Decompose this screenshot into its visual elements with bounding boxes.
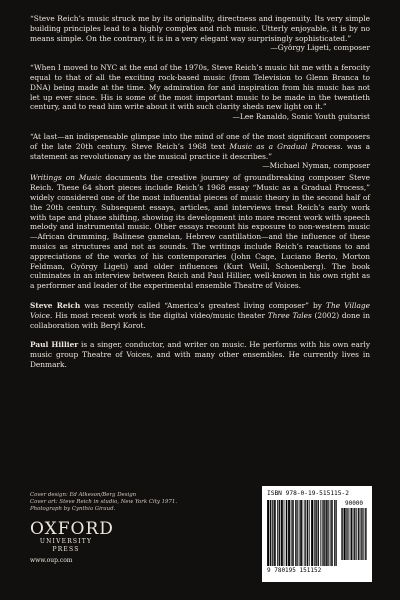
bio-text: (2002) done in collaboration with Beryl Korot. <box>30 310 371 330</box>
barcode-bar <box>354 508 355 560</box>
barcode-bar <box>353 508 354 560</box>
barcode-bar <box>304 500 305 566</box>
barcode-bar <box>346 508 347 560</box>
barcode-bar <box>268 500 269 566</box>
barcode-bar <box>268 500 269 566</box>
publisher-name: OXFORD <box>30 519 114 539</box>
barcode-bar <box>344 508 345 560</box>
barcode-bar <box>350 508 351 560</box>
barcode-bar <box>270 500 271 566</box>
barcode-bar <box>327 500 328 566</box>
barcode-bar <box>288 500 289 566</box>
barcode-bars <box>267 500 367 566</box>
barcode-bar <box>312 500 313 566</box>
barcode-bar <box>358 508 359 560</box>
isbn-barcode <box>262 486 372 582</box>
barcode-bar <box>365 508 366 560</box>
barcode-bar <box>356 508 357 560</box>
barcode-bar <box>309 500 310 566</box>
quote-text: “When I moved to NYC at the end of the 1970s, Steve Reich’s music hit me with a ferocity equal to that of all the exciting rock-based music (from Television to Glenn Branca to DNA) being made at the time. My admiration for and inspiration from his music has not let up ever since. His is some of the most important music to be made in the twentieth century, and to read him write about it with such clarity sheds new light on it.” <box>30 63 370 112</box>
barcode-bar <box>274 500 275 566</box>
credit-design: Cover design: Ed Atkeson/Berg Design <box>30 492 137 498</box>
bio-steve-reich <box>30 301 370 330</box>
barcode-bar <box>286 500 287 566</box>
publisher-subtitle: UNIVERSITY PRESS <box>39 538 93 553</box>
barcode-bar <box>295 500 296 566</box>
barcode-bar <box>307 500 308 566</box>
barcode-bar <box>305 500 306 566</box>
bio-text: was recently called “America’s greatest living composer” by <box>80 300 327 310</box>
barcode-bar <box>315 500 316 566</box>
description-text: documents the creative journey of groundbreaking composer Steve Reich. These 64 short pieces include Reich’s 1968 essay “Music as a Gradual Process,” widely considered one of the most influential pieces of music theory in the second half of the 20th century. Subsequent essays, articles, and interviews treat Reich’s early work with tape and phase shifting, showing its development into more recent work with speech melody and instrumental music. Other essays recount his exposure to non-western music—African drumming, Balinese gamelan, Hebrew cantillation—and the influence of these musics as structures and not as sounds. The writings include Reich’s reactions to and appreciations of the works of his contemporaries (John Cage, Luciano Berio, Morton Feldman, György Ligeti) and older influences (Kurt Weill, Schoenberg). The book culminates in an interview between Reich and Paul Hillier, well-known in his own right as a performer and leader of the experimental ensemble Theatre of Voices. <box>30 173 370 291</box>
bio-text: . His most recent work is the digital video/music theater <box>49 310 268 320</box>
quote-ligeti <box>30 14 370 53</box>
barcode-bar <box>316 500 317 566</box>
barcode-bar <box>354 508 355 560</box>
barcode-bar <box>279 500 280 566</box>
barcode-bar <box>284 500 285 566</box>
barcode-bar <box>272 500 273 566</box>
barcode-bar <box>273 500 274 566</box>
cover-credits <box>30 492 177 513</box>
isbn-label: ISBN 978-0-19-515115-2 <box>267 490 349 497</box>
ean-barcode <box>267 500 337 566</box>
barcode-bar <box>325 500 326 566</box>
bio-paul-hillier <box>30 340 370 369</box>
quote-essay-title: Music as a Gradual Process <box>229 141 341 151</box>
barcode-bar <box>358 508 359 560</box>
barcode-bar <box>330 500 331 566</box>
addon-digits: 90000 <box>344 500 364 507</box>
barcode-bar <box>292 500 293 566</box>
barcode-bar <box>320 500 321 566</box>
barcode-bar <box>291 500 292 566</box>
barcode-bar <box>348 508 349 560</box>
barcode-bar <box>267 500 268 566</box>
barcode-bar <box>307 500 308 566</box>
quote-nyman <box>30 131 370 171</box>
barcode-bar <box>344 508 345 560</box>
barcode-bar <box>296 500 297 566</box>
barcode-bar <box>351 508 352 560</box>
barcode-bar <box>289 500 290 566</box>
book-description <box>30 173 370 291</box>
barcode-bar <box>361 508 362 560</box>
work-title: Three Tales <box>267 310 312 320</box>
barcode-bar <box>314 500 315 566</box>
barcode-bar <box>331 500 332 566</box>
book-title: Writings on Music <box>30 173 102 183</box>
barcode-bar <box>324 500 325 566</box>
barcode-bar <box>271 500 272 566</box>
barcode-bar <box>312 500 313 566</box>
author-name: Steve Reich <box>30 300 81 310</box>
barcode-bar <box>336 500 337 566</box>
barcode-bar <box>282 500 283 566</box>
ean-digits: 9 780195 151152 <box>267 567 322 574</box>
author-name: Paul Hillier <box>30 340 79 350</box>
barcode-bar <box>275 500 276 566</box>
publication-title: The Village Voice <box>30 300 370 320</box>
quote-attribution: —Lee Ranaldo, Sonic Youth guitarist <box>232 112 370 122</box>
barcode-bar <box>299 500 300 566</box>
quote-text: “Steve Reich’s music struck me by its originality, directness and ingenuity. Its very simple building principles lead to a highly complex and rich music. Utterly enjoyable, it is by no means simple. On the contrary, it is in a very elegant way surprisingly sophisticated.” <box>30 14 370 43</box>
quote-attribution: —Michael Nyman, composer <box>262 161 370 171</box>
credit-photo: Photograph by Cynthia Giraud. <box>30 506 116 512</box>
barcode-bar <box>362 508 363 560</box>
barcode-bar <box>318 500 319 566</box>
barcode-bar <box>293 500 294 566</box>
barcode-bar <box>341 508 342 560</box>
barcode-bar <box>286 500 287 566</box>
barcode-bar <box>355 508 356 560</box>
barcode-bar <box>300 500 301 566</box>
barcode-bar <box>347 508 348 560</box>
barcode-bar <box>328 500 329 566</box>
barcode-bar <box>366 508 367 560</box>
quote-attribution: —György Ligeti, composer <box>270 43 370 53</box>
barcode-bar <box>326 500 327 566</box>
bio-text: is a singer, conductor, and writer on music. He performs with his own early music group Theatre of Voices, and with many other ensembles. He currently lives in Denmark. <box>30 340 371 369</box>
credit-art: Cover art: Steve Reich in studio, New York City 1971. <box>30 499 178 505</box>
barcode-bar <box>297 500 298 566</box>
quote-text-end: . was a statement as revolutionary as the musical practice it describes.” <box>30 141 370 161</box>
barcode-bar <box>289 500 290 566</box>
barcode-bar <box>332 500 333 566</box>
barcode-bar <box>318 500 319 566</box>
addon-barcode <box>341 508 367 560</box>
quote-text-start: “At last—an indispensable glimpse into the mind of one of the most significant composers of the late 20th century. Steve Reich’s 1968 text <box>30 131 370 151</box>
barcode-bar <box>279 500 280 566</box>
barcode-bar <box>365 508 366 560</box>
barcode-bar <box>281 500 282 566</box>
barcode-bar <box>363 508 364 560</box>
barcode-bar <box>281 500 282 566</box>
barcode-bar <box>334 500 335 566</box>
barcode-bar <box>323 500 324 566</box>
barcode-bar <box>322 500 323 566</box>
barcode-bar <box>301 500 302 566</box>
barcode-bar <box>311 500 312 566</box>
barcode-bar <box>335 500 336 566</box>
barcode-bar <box>342 508 343 560</box>
quote-ranaldo <box>30 63 370 122</box>
barcode-bar <box>361 508 362 560</box>
publisher-logo <box>30 519 114 566</box>
barcode-bar <box>302 500 303 566</box>
barcode-bar <box>343 508 344 560</box>
barcode-bar <box>351 508 352 560</box>
barcode-bar <box>277 500 278 566</box>
barcode-bar <box>345 508 346 560</box>
publisher-url: www.oup.com <box>30 557 73 564</box>
barcode-bar <box>359 508 360 560</box>
